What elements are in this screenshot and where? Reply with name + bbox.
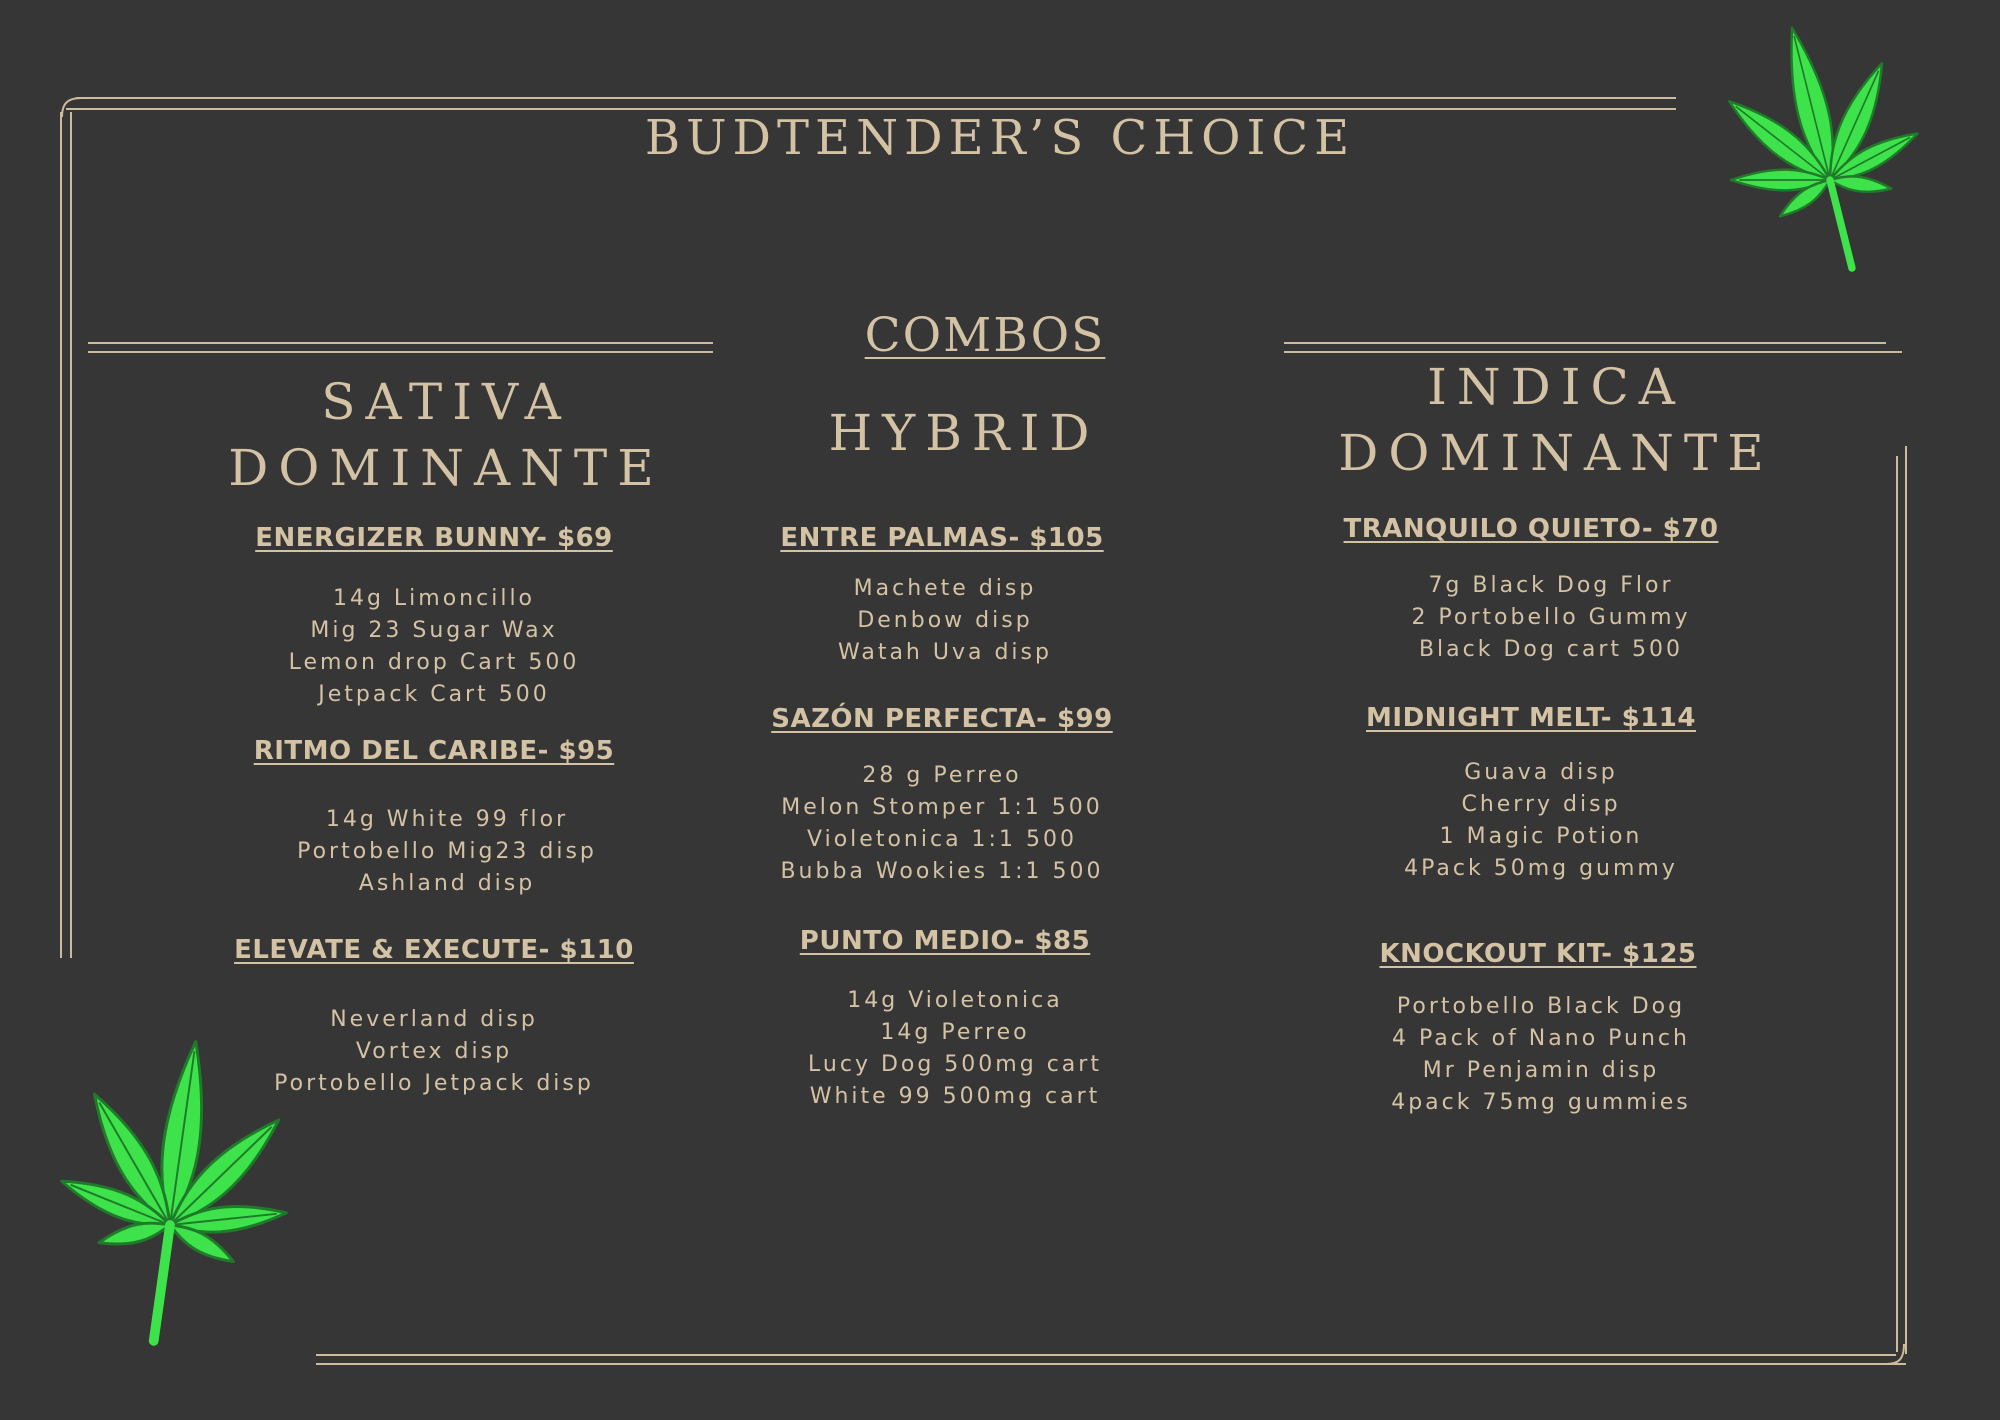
combo-item: Ashland disp <box>358 871 536 896</box>
frame-corner-ornament <box>1884 1340 1910 1370</box>
combo-item: Portobello Mig23 disp <box>297 839 597 864</box>
combo-item: 1 Magic Potion <box>1439 824 1643 849</box>
divider-right-line-2 <box>1284 351 1902 353</box>
combo-item: 28 g Perreo <box>862 763 1022 788</box>
combo-name: ENTRE PALMAS- $105 <box>780 523 1104 553</box>
combo-item: Black Dog cart 500 <box>1418 637 1684 662</box>
frame-right-line-outer <box>1905 446 1907 1354</box>
cannabis-leaf-icon <box>1660 15 2000 345</box>
combo-item: Mr Penjamin disp <box>1422 1058 1660 1083</box>
combo-item: 14g Violetonica <box>847 988 1063 1013</box>
combo-item-list <box>1351 570 1751 666</box>
combo-item: 4pack 75mg gummies <box>1391 1090 1691 1115</box>
column-heading-line: HYBRID <box>828 404 1100 462</box>
combo-item: Portobello Black Dog <box>1396 994 1686 1019</box>
column-heading-line: INDICA <box>1427 358 1685 416</box>
combo-item: Mig 23 Sugar Wax <box>310 618 558 643</box>
section-subtitle: COMBOS <box>864 308 1106 363</box>
combo-item: Portobello Jetpack disp <box>274 1071 594 1096</box>
combo-item: Machete disp <box>853 576 1037 601</box>
combo-item-list <box>1341 991 1741 1119</box>
combo-name: ENERGIZER BUNNY- $69 <box>255 523 613 553</box>
combo-item: 4Pack 50mg gummy <box>1404 856 1678 881</box>
combo-item: Violetonica 1:1 500 <box>807 827 1077 852</box>
combo-item: Jetpack Cart 500 <box>318 682 550 707</box>
combo-item-list <box>755 985 1155 1113</box>
combo-item-list <box>1341 757 1741 885</box>
combo-item: 4 Pack of Nano Punch <box>1392 1026 1690 1051</box>
frame-left-line-outer <box>60 112 62 958</box>
frame-bottom-line-outer <box>316 1354 1896 1356</box>
frame-left-line-inner <box>70 112 72 958</box>
combo-name: PUNTO MEDIO- $85 <box>799 926 1091 956</box>
combo-item: Guava disp <box>1464 760 1618 785</box>
combo-item: Denbow disp <box>857 608 1033 633</box>
combo-name: RITMO DEL CARIBE- $95 <box>253 736 615 766</box>
frame-bottom-line-inner <box>316 1363 1906 1365</box>
combo-item: Bubba Wookies 1:1 500 <box>780 859 1104 884</box>
combo-item: Cherry disp <box>1461 792 1621 817</box>
combo-item-list <box>742 760 1142 888</box>
column-heading <box>714 400 1214 466</box>
frame-top-line-outer <box>76 97 1676 99</box>
column-heading <box>1306 354 1806 486</box>
column-heading-line: SATIVA <box>321 373 571 431</box>
combo-item-list <box>247 804 647 900</box>
combo-item: 14g White 99 flor <box>325 807 569 832</box>
combo-item: White 99 500mg cart <box>809 1084 1101 1109</box>
page-title: BUDTENDER’S CHOICE <box>644 110 1356 166</box>
combo-name: TRANQUILO QUIETO- $70 <box>1343 514 1719 544</box>
column-heading-line: DOMINANTE <box>1338 424 1774 482</box>
combo-name: KNOCKOUT KIT- $125 <box>1379 939 1697 969</box>
cannabis-leaf-icon <box>0 1030 370 1420</box>
combo-item: Vortex disp <box>355 1039 513 1064</box>
combo-name: ELEVATE & EXECUTE- $110 <box>234 935 634 965</box>
combo-item: Neverland disp <box>330 1007 538 1032</box>
divider-left-line-1 <box>88 342 713 344</box>
combo-item: 14g Limoncillo <box>332 586 536 611</box>
combo-item: 7g Black Dog Flor <box>1428 573 1674 598</box>
combo-item: Lemon drop Cart 500 <box>288 650 580 675</box>
frame-right-line-inner <box>1896 456 1898 1352</box>
combo-item: 2 Portobello Gummy <box>1411 605 1691 630</box>
combo-item: 14g Perreo <box>880 1020 1030 1045</box>
combo-name: SAZÓN PERFECTA- $99 <box>771 704 1113 734</box>
combo-item: Watah Uva disp <box>838 640 1052 665</box>
column-heading <box>196 369 696 501</box>
combo-item: Lucy Dog 500mg cart <box>808 1052 1102 1077</box>
combo-item-list <box>745 573 1145 669</box>
divider-left-line-2 <box>88 351 713 353</box>
combo-name: MIDNIGHT MELT- $114 <box>1366 703 1696 733</box>
column-heading-line: DOMINANTE <box>228 439 664 497</box>
combo-item-list <box>234 583 634 711</box>
combo-item: Melon Stomper 1:1 500 <box>781 795 1103 820</box>
